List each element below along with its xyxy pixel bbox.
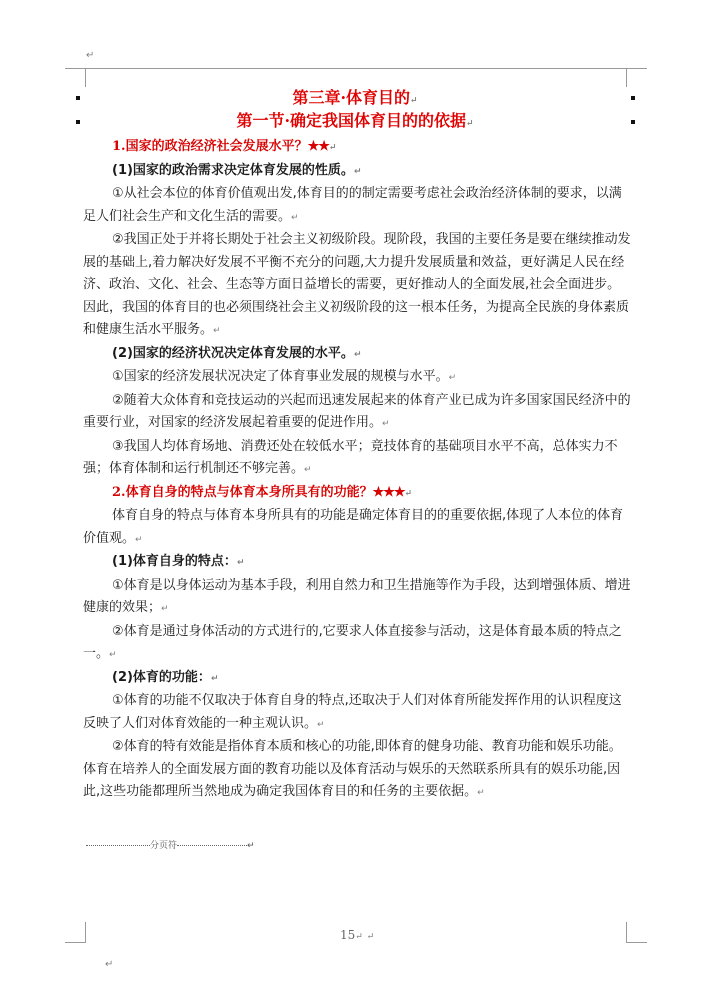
paragraph-mark: ↵ (210, 673, 219, 684)
body-paragraph (83, 621, 631, 667)
subheading (83, 160, 631, 184)
document-body (83, 136, 631, 805)
section-title: 第一节·确定我国体育目的的依据↵ (236, 111, 474, 130)
paragraph-mark: ↵ (161, 604, 169, 614)
subheading (83, 343, 631, 367)
page-break-label: 分页符 (150, 841, 178, 851)
paragraph-text: ①体育的功能不仅取决于体育自身的特点,还取决于人们对体育所能发挥作用的认识程度这反映了人们对体育效能的一种主观认识。 (83, 693, 622, 731)
section-heading-text: 2.体育自身的特点与体育本身所具有的功能？ (112, 484, 373, 500)
paragraph-text: ①国家的经济发展状况决定了体育事业发展的规模与水平。 (112, 369, 449, 384)
section-heading (83, 136, 631, 160)
crop-mark-bottom-right (626, 922, 647, 943)
paragraph-mark: ↵ (353, 349, 362, 360)
section-heading (83, 482, 631, 506)
importance-stars: ★★ (307, 139, 329, 154)
paragraph-mark: ↵ (477, 788, 485, 798)
paragraph-mark: ↵ (291, 212, 299, 223)
paragraph-text: ②我国正处于并将长期处于社会主义初级阶段。现阶段，我国的主要任务是要在继续推动发展的基础上,着力解决好发展不平衡不充分的问题,大力提升发展质量和效益，更好满足人民在经济、政治、文化、社会、生态等方面日益增长的需要，更好推动人的全面发展,社会全面进步。因此，我国的体育目的也必须围绕社会主义初级阶段的这一根本任务，为提高全民族的身体素质和健康生活水平服务。 (83, 232, 631, 337)
paragraph-mark: ↵ (328, 143, 337, 153)
page-number: 15↵ ↵ (340, 928, 375, 942)
subheading (83, 667, 631, 691)
paragraph-text: ①体育是以身体运动为基本手段，利用自然力和卫生措施等作为手段，达到增强体质、增进健康的效果； (83, 577, 631, 615)
paragraph-text: ①从社会本位的体育价值观出发,体育目的的制定需要考虑社会政治经济体制的要求，以满足人们社会生产和文化生活的需要。 (83, 186, 622, 224)
paragraph-mark: ↵ (404, 488, 413, 499)
page-break: 分页符 ↵ (86, 838, 255, 851)
chapter-title: 第三章·体育目的↵ (292, 88, 418, 107)
paragraph-mark: ↵ (236, 558, 245, 568)
paragraph-text: ②体育是通过身体活动的方式进行的,它要求人体直接参与活动，这是体育最本质的特点之一。 (83, 623, 622, 661)
subheading (83, 551, 631, 575)
body-paragraph (83, 736, 631, 805)
body-paragraph (83, 390, 631, 436)
paragraph-mark: ↵ (109, 650, 117, 660)
paragraph-mark: ↵ (213, 326, 221, 336)
section-heading-text: 1.国家的政治经济社会发展水平？ (112, 139, 308, 154)
paragraph-mark-top: ↵ (86, 50, 95, 61)
paragraph-text: 体育自身的特点与体育本身所具有的功能是确定体育目的的重要依据,体现了人本位的体育价值观。 (83, 508, 624, 546)
paragraph-mark: ↵ (448, 373, 457, 383)
body-paragraph (83, 366, 631, 390)
paragraph-mark: ↵ (135, 534, 143, 545)
subheading-text: (1)体育自身的特点： (112, 554, 237, 569)
paragraph-mark: ↵ (317, 719, 325, 730)
paragraph-text: ③我国人均体育场地、消费还处在较低水平；竟技体育的基础项目水平不高，总体实力不强；体育体制和运行机制还不够完善。 (83, 438, 618, 476)
paragraph-mark: ↵ (304, 465, 312, 475)
body-paragraph (83, 436, 631, 482)
subheading-text: (1)国家的政治需求决定体育发展的性质。 (112, 162, 354, 178)
paragraph-mark: ↵ (382, 419, 390, 429)
header-line (85, 68, 626, 69)
crop-mark-top-right (626, 68, 647, 87)
crop-mark-top-left (65, 68, 86, 87)
body-paragraph (83, 229, 631, 343)
paragraph-text: ②随着大众体育和竞技运动的兴起而迅速发展起来的体育产业已成为许多国家国民经济中的重要行业，对国家的经济发展起着重要的促进作用。 (83, 392, 631, 430)
paragraph-mark: ↵ (353, 166, 362, 177)
paragraph-text: ②体育的特有效能是指体育本质和核心的功能,即体育的健身功能、教育功能和娱乐功能。体育在培养人的全面发展方面的教育功能以及体育活动与娱乐的天然联系所具有的娱乐功能,因此,这些功能都理所当然地成为确定我国体育目的和任务的主要依据。 (83, 739, 622, 799)
subheading-text: (2)国家的经济状况决定体育发展的水平。 (112, 345, 354, 361)
body-paragraph (83, 690, 631, 736)
body-paragraph (83, 505, 631, 551)
importance-stars: ★★★ (372, 484, 405, 500)
body-paragraph (83, 575, 631, 621)
body-paragraph (83, 183, 631, 229)
subheading-text: (2)体育的功能： (112, 669, 211, 685)
paragraph-mark-bottom: ↵ (105, 959, 114, 970)
crop-mark-bottom-left (65, 922, 86, 943)
